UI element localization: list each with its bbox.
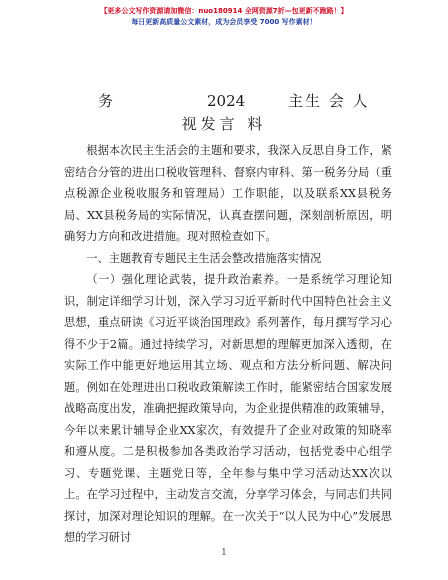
section-heading: 一、主题教育专题民主生活会整改措施落实情况 [86, 251, 322, 265]
title-part-2: 主生 会 人 [288, 92, 370, 110]
document-subtitle: 视发言 料 [181, 115, 267, 133]
promo-banner [0, 6, 448, 28]
document-title [0, 90, 448, 112]
page-number: 1 [221, 548, 227, 558]
promo-line-2: 每日更新高质量公文素材，成为会员享受 7000 写作素材！ [131, 18, 317, 26]
document-body [64, 140, 392, 549]
title-year: 2024 [207, 92, 246, 110]
promo-line-1: 【更多公文写作资源请加微信：nuo180914 全网资源7折—包更新不跑路！】 [100, 7, 348, 15]
title-part-1: 务 [98, 92, 114, 110]
intro-paragraph: 根据本次民主生活会的主题和要求，我深入反思自身工作，紧密结合分管的进出口税收管理科、督察内审科、第一税务分局（重点税源企业税收服务和管理局）工作职能，以及联系XX县税务局、XX县税务局的实际情况，认真查摆问题，深刻剖析原因，明确努力方向和改进措施。现对照检查如下。 [64, 144, 392, 243]
body-paragraph: （一）强化理论武装，提升政治素养。一是系统学习理论知识，制定详细学习计划，深入学习习近平新时代中国特色社会主义思想，重点研读《习近平谈治国理政》系列著作，每月撰写学习心得不少于2篇。通过持续学习，对新思想的理解更加深入透彻，在实际工作中能更好地运用其立场、观点和方法分析问题、解决问题。例如在处理进出口税收政策解读工作时，能紧密结合国家发展战略高度出发，准确把握政策导向，为企业提供精准的政策辅导，今年以来累计辅导企业XX家次，有效提升了企业对政策的知晓率和遵从度。二是积极参加各类政治学习活动，包括党委中心组学习、专题党课、主题党日等，全年参与集中学习活动达XX次以上。在学习过程中，主动发言交流，分享学习体会，与同志们共同探讨，加深对理论知识的理解。在一次关于“以人民为中心”发展思想的学习研讨 [64, 273, 392, 544]
